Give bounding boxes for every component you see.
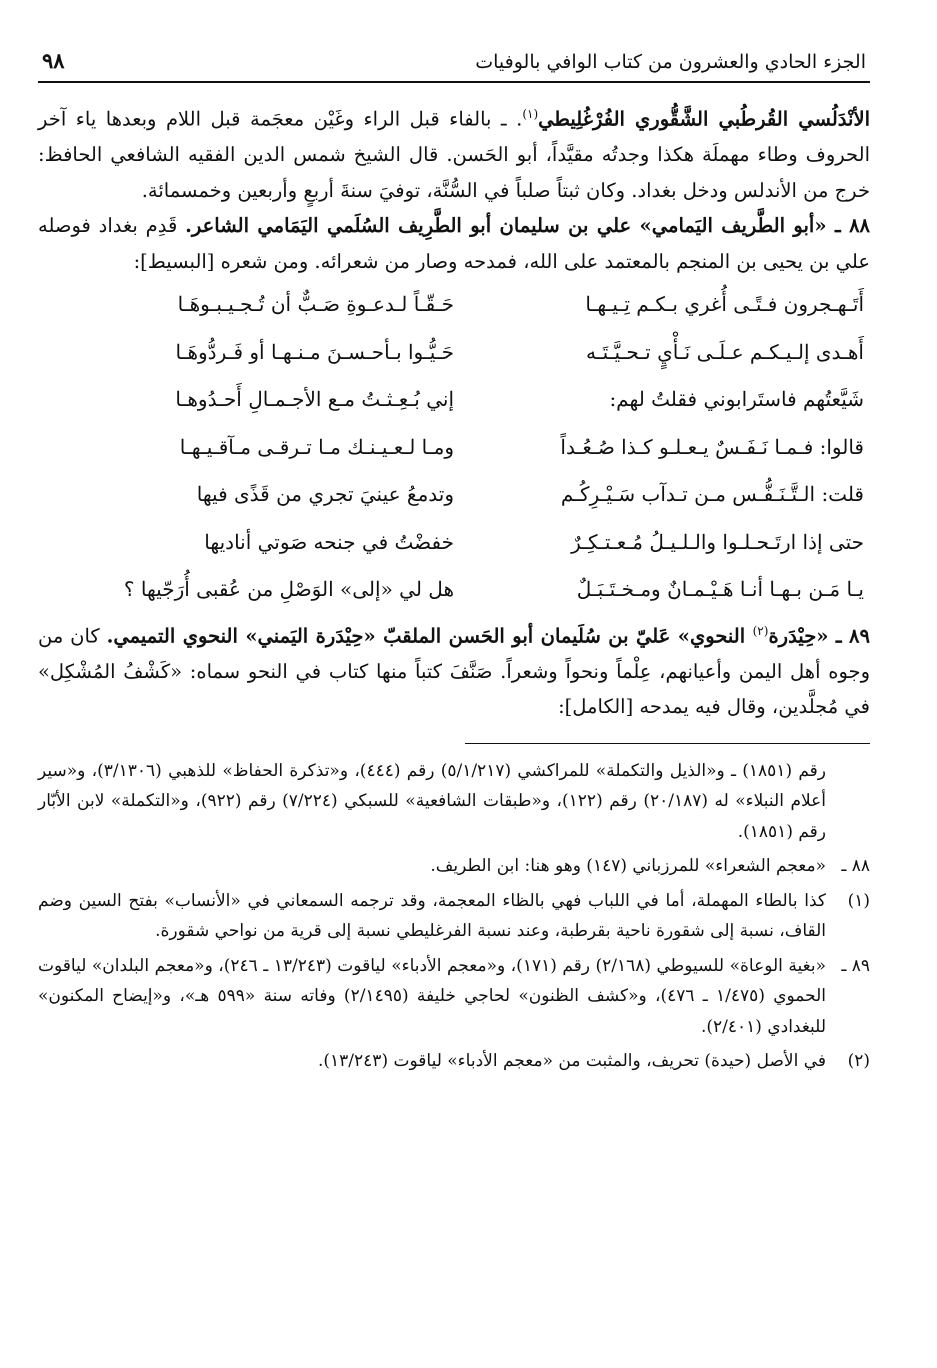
second-hemistich: ومـا لـعـيـنـك مـا تـرقـى مـآقـيـهـا (179, 434, 454, 459)
footnote-marker: (٢) (847, 1051, 870, 1071)
footnote-89 (38, 951, 870, 1043)
footnote-marker: ٨٩ ـ (841, 955, 870, 976)
second-hemistich: حَـيُّـوا بـأحـسـنَ مـنـهـا أو فَـردُّوهَـا (175, 339, 454, 364)
paragraph-text: . ـ بالفاء قبل الراء وغَيْن معجَمة قبل اللام وبعدها ياء آخر الحروف وطاء مهملَة هكذا وجدتُه مقيَّداً، أبو الحَسن. قال الشيخ شمس الدين الفقيه الشافعي الحافظ: خرج من الأندلس ودخل بغداد. وكان ثبتاً صلباً في السُّنَّة، توفيَ سنةَ أربعٍ وأربعين وخمسمائة. (38, 107, 870, 202)
footnote-ref-1: (١) (522, 107, 539, 121)
book-page (38, 48, 870, 1081)
footnote-text: كذا بالطاء المهملة، أما في اللباب فهي بالظاء المعجمة، وقد ترجمه السمعاني في «الأنساب» بفتح السين وضم القاف، نسبة إلى شقورة ناحية بقرطبة، وعند نسبة الفرغليطي نسبة إلى قرية من نواحي شقورة. (38, 890, 826, 941)
verse-line (38, 329, 870, 377)
second-hemistich: خفضْتُ في جنحه صَوتي أناديها (204, 529, 454, 554)
verse-line (38, 424, 870, 472)
first-hemistich: قلت: الـتَّـنَـفُّـس مـن تـدآب سَـيْـرِكُـم (560, 482, 864, 506)
footnote-text: رقم (١٨٥١) ـ و«الذيل والتكملة» للمراكشي (٥/١/٢١٧) رقم (٤٤٤)، و«تذكرة الحفاظ» للذهبي (٣/١٣٠٦)، و«سير أعلام النبلاء» له (٢٠/١٨٧) رقم (١٢٢)، و«طبقات الشافعية» للسبكي (٧/٢٢٤) رقم (٩٢٢)، و«التكملة» لابن الأبّار رقم (١٨٥١). (38, 760, 826, 842)
verse-line (38, 471, 870, 519)
second-hemistich: وتدمعُ عينيَ تجري من قَذًى فيها (196, 482, 454, 506)
entry-89-heading-a: ٨٩ ـ «حِيْدَرة (768, 624, 870, 647)
verse-line (38, 281, 870, 329)
footnotes (38, 756, 870, 1077)
footnote-text: في الأصل (حيدة) تحريف، والمثبت من «معجم الأدباء» لياقوت (١٣/٢٤٣). (318, 1051, 826, 1071)
entry-89-text: كان من وجوه أهل اليمن وأعيانهم، عِلْماً ونحواً وشعراً. صَنَّفَ كتباً منها كتاب في النحو سماه: «كَشْفُ المُشْكِل» في مُجلَّدين، وقال فيه يمدحه [الكامل]: (38, 624, 870, 718)
entry-88 (38, 208, 870, 279)
verse-line (38, 519, 870, 567)
footnote-text: «معجم الشعراء» للمرزباني (١٤٧) وهو هنا: ابن الطريف. (430, 856, 826, 876)
footnote-2 (38, 1046, 870, 1077)
first-hemistich: حتى إذا ارتَـحـلـوا والـلـيـلُ مُـعـتـكِـرٌ (571, 529, 864, 554)
verse-line (38, 376, 870, 424)
page-header (38, 48, 870, 83)
footnote-separator (465, 743, 870, 744)
main-text (38, 97, 870, 725)
entry-89 (38, 614, 870, 725)
first-hemistich: قالوا: فـمـا نَـفَـسٌ يـعـلـو كـذا صُـعُـداً (560, 434, 864, 459)
running-title: الجزء الحادي والعشرون من كتاب الوافي بالوفيات (475, 51, 866, 73)
footnote-ref-2: (٢) (752, 623, 769, 638)
entry-89-heading-b: النحوي» عَليّ بن سُلَيمان أبو الحَسن الملقبّ «حِيْدَرة اليَمني» النحوي التميمي. (106, 624, 753, 647)
first-hemistich: شَيَّعتُهم فاستَرابوني فقلتُ لهم: (609, 387, 864, 411)
nisba-bold: الأنْدَلُسي القُرطُبي الشَّقُّوري الفُرْغُلِيطي (538, 107, 870, 131)
second-hemistich: هل لي «إلى» الوَصْلِ من عُقبى أُرَجّيها ؟ (123, 577, 454, 601)
page-number: ٩٨ (42, 48, 65, 73)
footnote-marker: (١) (847, 890, 870, 911)
first-hemistich: أَهـدى إلـيـكـم عـلَـى نَـأْيٍ تـحـيَّـتَـه (586, 339, 864, 364)
first-hemistich: أَتَـهـجرون فـتًـى أُغري بـكـم تِـيـهـا (585, 292, 864, 316)
second-hemistich: حَـقّـاً لـدعـوةِ صَـبٌّ أن تُـجـيـبـوهَـا (177, 292, 454, 316)
entry-88-heading: ٨٨ ـ «أبو الطَّريف اليَمامي» علي بن سليمان أبو الطَّرِيف السُلَمي اليَمَامي الشاعر. (185, 214, 871, 237)
verse-line (38, 566, 870, 614)
paragraph-continuation (38, 97, 870, 208)
footnote-1 (38, 886, 870, 947)
poem (38, 281, 870, 614)
footnote-marker: ٨٨ ـ (841, 856, 870, 876)
footnote-text: «بغية الوعاة» للسيوطي (٢/١٦٨) رقم (١٧١)، و«معجم الأدباء» لياقوت (١٣/٢٤٣ ـ ٢٤٦)، و«معجم البلدان» لياقوت الحموي (١/٤٧٥ ـ ٤٧٦)، و«كشف الظنون» لحاجي خليفة (٢/١٤٩٥) وفاته سنة «٥٩٩ هـ»، و«إيضاح المكنون» للبغدادي (٢/٤٠١). (38, 955, 826, 1037)
second-hemistich: إني بُـعِـثـتُ مـع الأجـمـالِ أَحـدُوهـا (175, 387, 454, 411)
entry-88-text: قَدِم بغداد فوصله علي بن يحيى بن المنجم بالمعتمد على الله، فمدحه وصار من شعرائه. ومن شعره [البسيط]: (38, 214, 870, 273)
footnote-88 (38, 851, 870, 882)
first-hemistich: يـا مَـن بـهـا أنـا هَـيْـمـانٌ ومـخـتَـبَـلٌ (576, 577, 864, 601)
footnote-continuation (38, 756, 870, 848)
